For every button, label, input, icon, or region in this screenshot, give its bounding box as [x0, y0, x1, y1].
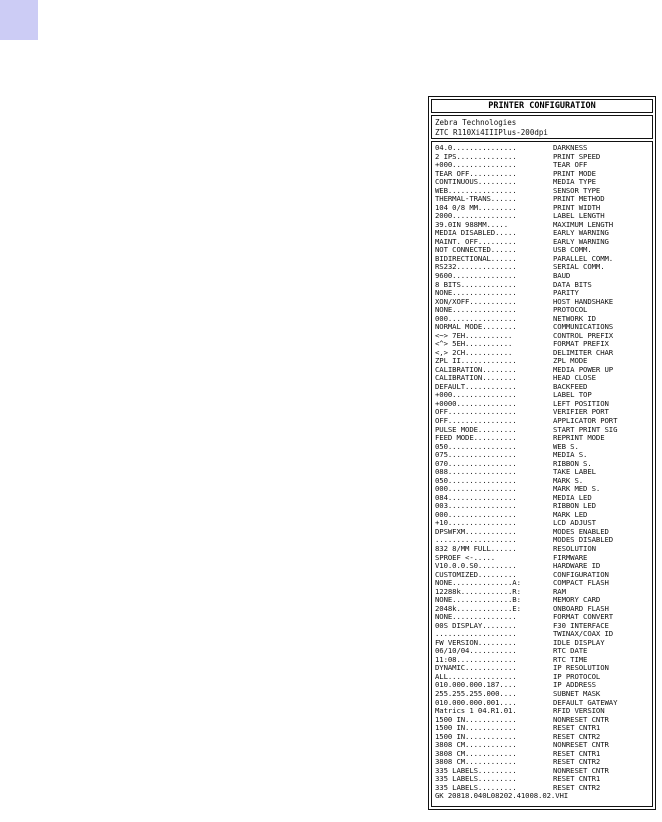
setting-key: WEB S.	[553, 442, 579, 451]
setting-row	[435, 690, 650, 699]
setting-key: IDLE DISPLAY	[553, 638, 605, 647]
setting-row	[435, 374, 650, 383]
setting-row	[435, 340, 650, 349]
setting-row	[435, 400, 650, 409]
setting-value: MAINT. OFF.........	[435, 237, 517, 246]
setting-row	[435, 468, 650, 477]
setting-row	[435, 588, 650, 597]
setting-key: TAKE LABEL	[553, 468, 596, 477]
setting-value: NONE...............	[435, 306, 517, 315]
setting-row	[435, 673, 650, 682]
setting-key: BAUD	[553, 271, 571, 280]
setting-value: 255.255.255.000....	[435, 690, 517, 698]
setting-key: DEFAULT GATEWAY	[553, 698, 618, 707]
setting-row	[435, 289, 650, 298]
setting-value: PULSE MODE.........	[435, 425, 517, 434]
setting-key: FORMAT CONVERT	[553, 613, 614, 622]
setting-row	[435, 579, 650, 588]
setting-value: MEDIA DISABLED.....	[435, 229, 517, 238]
setting-row	[435, 153, 650, 162]
setting-value: NONE...............	[435, 613, 517, 622]
setting-key: NETWORK ID	[553, 314, 596, 323]
setting-value: 11:08..............	[435, 655, 517, 664]
setting-value: 9600...............	[435, 271, 517, 280]
setting-key: BACKFEED	[553, 382, 588, 391]
setting-value: +10................	[435, 519, 517, 528]
setting-key: SERIAL COMM.	[553, 263, 605, 272]
setting-row	[435, 716, 650, 725]
setting-key: RAM	[553, 587, 566, 596]
setting-row	[435, 554, 650, 563]
setting-value: 000................	[435, 314, 517, 323]
setting-key: TWINAX/COAX ID	[553, 630, 614, 639]
setting-key: MEDIA POWER UP	[553, 365, 614, 374]
setting-key: EARLY WARNING	[553, 237, 609, 246]
setting-row	[435, 281, 650, 290]
setting-key: APPLICATOR PORT	[553, 417, 618, 425]
setting-key: HEAD CLOSE	[553, 374, 596, 383]
setting-value: NORMAL MODE........	[435, 323, 517, 332]
setting-value: 1500 IN............	[435, 732, 517, 741]
setting-row	[435, 246, 650, 255]
setting-value: 2 IPS..............	[435, 152, 517, 161]
setting-key: MARK S.	[553, 476, 584, 485]
setting-row	[435, 647, 650, 656]
setting-key: SUBNET MASK	[553, 690, 601, 698]
setting-row	[435, 750, 650, 759]
setting-key: DARKNESS	[553, 144, 588, 152]
setting-value: +000...............	[435, 161, 517, 170]
setting-row	[435, 451, 650, 460]
setting-key: SENSOR TYPE	[553, 186, 601, 195]
setting-value: 335 LABELS.........	[435, 775, 517, 784]
setting-value: ...................	[435, 536, 517, 545]
setting-key: RESOLUTION	[553, 544, 596, 553]
setting-row	[435, 613, 650, 622]
setting-value: DEFAULT............	[435, 382, 517, 391]
setting-row	[435, 485, 650, 494]
setting-key: RIBBON LED	[553, 502, 596, 511]
setting-row	[435, 212, 650, 221]
setting-key: MAXIMUM LENGTH	[553, 220, 614, 229]
setting-key: RTC DATE	[553, 647, 588, 656]
setting-row	[435, 545, 650, 554]
setting-key: DELIMITER CHAR	[553, 348, 614, 357]
setting-key: USB COMM.	[553, 246, 592, 255]
setting-value: 8 BITS.............	[435, 280, 517, 289]
setting-value: 2000...............	[435, 212, 517, 221]
setting-value: 3808 CM............	[435, 741, 517, 750]
setting-value: THERMAL-TRANS......	[435, 195, 517, 204]
setting-key: EARLY WARNING	[553, 229, 609, 238]
setting-key: NONRESET CNTR	[553, 715, 609, 724]
setting-value: ALL................	[435, 672, 517, 681]
setting-value: <~> 7EH...........	[435, 331, 513, 340]
setting-row	[435, 528, 650, 537]
setting-row	[435, 298, 650, 307]
setting-value: <,> 2CH...........	[435, 348, 513, 357]
setting-row	[435, 315, 650, 324]
setting-row	[435, 357, 650, 366]
setting-row	[435, 332, 650, 341]
setting-value: ZPL II.............	[435, 357, 517, 366]
corner-swatch	[0, 0, 38, 40]
setting-key: PRINT METHOD	[553, 195, 605, 204]
setting-value: 050................	[435, 476, 517, 485]
setting-key: COMMUNICATIONS	[553, 323, 614, 332]
setting-row	[435, 187, 650, 196]
setting-row	[435, 664, 650, 673]
setting-value: 335 LABELS.........	[435, 783, 517, 792]
setting-value: 000................	[435, 510, 517, 519]
setting-value: 104 0/8 MM.........	[435, 203, 517, 212]
setting-value: DPSWFXM............	[435, 527, 517, 536]
setting-key: RESET CNTR2	[553, 783, 601, 792]
setting-row	[435, 494, 650, 503]
printer-model: ZTC R110Xi4IIIPlus-200dpi	[435, 127, 548, 137]
setting-value: Matrics 1 04.R1.01.	[435, 707, 517, 716]
setting-value: XON/XOFF...........	[435, 297, 517, 306]
setting-row	[435, 630, 650, 639]
setting-key: LCD ADJUST	[553, 519, 596, 528]
setting-value: 075................	[435, 451, 517, 460]
setting-row	[435, 238, 650, 247]
setting-key: PARITY	[553, 289, 579, 298]
setting-value: NONE..............B:	[435, 596, 521, 605]
setting-key: MEMORY CARD	[553, 596, 601, 605]
setting-row	[435, 536, 650, 545]
setting-row	[435, 426, 650, 435]
setting-row	[435, 349, 650, 358]
setting-value: RS232..............	[435, 263, 517, 272]
setting-key: RESET CNTR1	[553, 775, 601, 784]
setting-value: CUSTOMIZED.........	[435, 570, 517, 579]
setting-key: MEDIA S.	[553, 451, 588, 460]
setting-row	[435, 204, 650, 213]
setting-value: OFF................	[435, 417, 517, 425]
setting-key: LABEL LENGTH	[553, 212, 605, 221]
setting-value: 04.0...............	[435, 144, 517, 152]
config-printout	[428, 96, 656, 810]
setting-value: 1500 IN............	[435, 724, 517, 733]
setting-value: 12288k............R:	[435, 587, 521, 596]
setting-key: COMPACT FLASH	[553, 579, 609, 588]
setting-value: +000...............	[435, 391, 517, 400]
setting-row	[435, 656, 650, 665]
setting-key: IP RESOLUTION	[553, 664, 609, 673]
setting-row	[435, 605, 650, 614]
setting-row	[435, 272, 650, 281]
setting-row	[435, 767, 650, 776]
setting-value: TEAR OFF...........	[435, 169, 517, 178]
setting-key: PRINT MODE	[553, 169, 596, 178]
setting-value: 003................	[435, 502, 517, 511]
setting-row	[435, 707, 650, 716]
setting-row	[435, 221, 650, 230]
setting-value: NOT CONNECTED......	[435, 246, 517, 255]
setting-key: RESET CNTR1	[553, 749, 601, 758]
setting-value: 06/10/04...........	[435, 647, 517, 656]
setting-key: NONRESET CNTR	[553, 766, 609, 775]
setting-row	[435, 562, 650, 571]
setting-key: MARK MED S.	[553, 485, 601, 494]
setting-key: RESET CNTR1	[553, 724, 601, 733]
setting-key: FIRMWARE	[553, 553, 588, 562]
setting-key: RESET CNTR2	[553, 758, 601, 767]
setting-key: PROTOCOL	[553, 306, 588, 315]
setting-value: 088................	[435, 468, 517, 477]
setting-value: +0000..............	[435, 399, 517, 408]
setting-row	[435, 178, 650, 187]
setting-value: CALIBRATION........	[435, 365, 517, 374]
printout-title: PRINTER CONFIGURATION	[431, 99, 653, 113]
setting-row	[435, 724, 650, 733]
setting-key: MARK LED	[553, 510, 588, 519]
setting-key: HARDWARE ID	[553, 562, 601, 571]
setting-row	[435, 699, 650, 708]
setting-key: CONFIGURATION	[553, 570, 609, 579]
setting-row	[435, 161, 650, 170]
setting-key: CONTROL PREFIX	[553, 331, 614, 340]
setting-key: FORMAT PREFIX	[553, 340, 609, 349]
setting-row	[435, 383, 650, 392]
setting-value: WEB................	[435, 186, 517, 195]
setting-key: DATA BITS	[553, 280, 592, 289]
setting-key: HOST HANDSHAKE	[553, 297, 614, 306]
setting-value: 010.000.000.187....	[435, 681, 517, 690]
setting-row	[435, 229, 650, 238]
setting-value: <^> 5EH...........	[435, 340, 513, 349]
setting-value: V10.0.0.S0.........	[435, 562, 517, 571]
setting-row	[435, 323, 650, 332]
setting-row	[435, 758, 650, 767]
setting-key: IP PROTOCOL	[553, 672, 601, 681]
setting-value: 084................	[435, 493, 517, 502]
setting-row	[435, 477, 650, 486]
setting-key: REPRINT MODE	[553, 434, 605, 443]
setting-value: 3808 CM............	[435, 758, 517, 767]
setting-key: F30 INTERFACE	[553, 621, 609, 630]
setting-row	[435, 417, 650, 426]
setting-key: ONBOARD FLASH	[553, 604, 609, 613]
setting-value: 070................	[435, 459, 517, 468]
setting-row	[435, 639, 650, 648]
setting-key: RFID VERSION	[553, 707, 605, 716]
setting-key: TEAR OFF	[553, 161, 588, 170]
setting-row	[435, 434, 650, 443]
setting-value: 335 LABELS.........	[435, 766, 517, 775]
setting-value: 010.000.000.001....	[435, 698, 517, 707]
setting-row	[435, 792, 650, 801]
setting-value: 2048k.............E:	[435, 604, 521, 613]
setting-value: FEED MODE..........	[435, 434, 517, 443]
setting-value: DYNAMIC............	[435, 664, 517, 673]
setting-key: PRINT WIDTH	[553, 203, 601, 212]
setting-key: PRINT SPEED	[553, 152, 601, 161]
setting-row	[435, 519, 650, 528]
setting-key: START PRINT SIG	[553, 425, 618, 434]
setting-key: RTC TIME	[553, 655, 588, 664]
setting-row	[435, 263, 650, 272]
setting-key: NONRESET CNTR	[553, 741, 609, 750]
setting-row	[435, 366, 650, 375]
setting-row	[435, 255, 650, 264]
setting-value: CALIBRATION........	[435, 374, 517, 383]
setting-row	[435, 408, 650, 417]
setting-value: ...................	[435, 630, 517, 639]
setting-row	[435, 195, 650, 204]
setting-key: LEFT POSITION	[553, 399, 609, 408]
setting-row	[435, 391, 650, 400]
setting-value: 39.0IN 988MM.....	[435, 220, 508, 229]
setting-row	[435, 144, 650, 153]
setting-key: MEDIA LED	[553, 493, 592, 502]
settings-list	[431, 141, 653, 807]
setting-key: LABEL TOP	[553, 391, 592, 400]
setting-key: ZPL MODE	[553, 357, 588, 366]
setting-value: 1500 IN............	[435, 715, 517, 724]
setting-row	[435, 443, 650, 452]
setting-value: NONE...............	[435, 289, 517, 298]
setting-value: 000................	[435, 485, 517, 494]
setting-row	[435, 775, 650, 784]
setting-key: RIBBON S.	[553, 459, 592, 468]
setting-row	[435, 511, 650, 520]
setting-value: BIDIRECTIONAL......	[435, 254, 517, 263]
setting-row	[435, 571, 650, 580]
setting-value: 832 8/MM FULL......	[435, 544, 517, 553]
setting-value: 3808 CM............	[435, 749, 517, 758]
setting-row	[435, 170, 650, 179]
setting-row	[435, 306, 650, 315]
setting-key: IP ADDRESS	[553, 681, 596, 690]
setting-value: OFF................	[435, 408, 517, 417]
setting-row	[435, 784, 650, 793]
setting-row	[435, 460, 650, 469]
setting-row	[435, 596, 650, 605]
setting-key: PARALLEL COMM.	[553, 254, 614, 263]
setting-value: NONE..............A:	[435, 579, 521, 588]
setting-row	[435, 622, 650, 631]
firmware-footer: GK 20818.040L08202.41008.02.VHI	[435, 792, 569, 801]
printout-header	[431, 115, 653, 139]
setting-value: CONTINUOUS.........	[435, 178, 517, 187]
setting-row	[435, 502, 650, 511]
setting-value: 050................	[435, 442, 517, 451]
setting-value: SPROEF <-.....	[435, 553, 496, 562]
setting-value: FW VERSION.........	[435, 638, 517, 647]
setting-key: VERIFIER PORT	[553, 408, 609, 417]
setting-key: MODES DISABLED	[553, 536, 614, 545]
setting-row	[435, 681, 650, 690]
setting-row	[435, 733, 650, 742]
setting-row	[435, 741, 650, 750]
setting-value: 00S DISPLAY........	[435, 621, 517, 630]
setting-key: MODES ENABLED	[553, 527, 609, 536]
setting-key: RESET CNTR2	[553, 732, 601, 741]
vendor-name: Zebra Technologies	[435, 118, 517, 127]
setting-key: MEDIA TYPE	[553, 178, 596, 187]
